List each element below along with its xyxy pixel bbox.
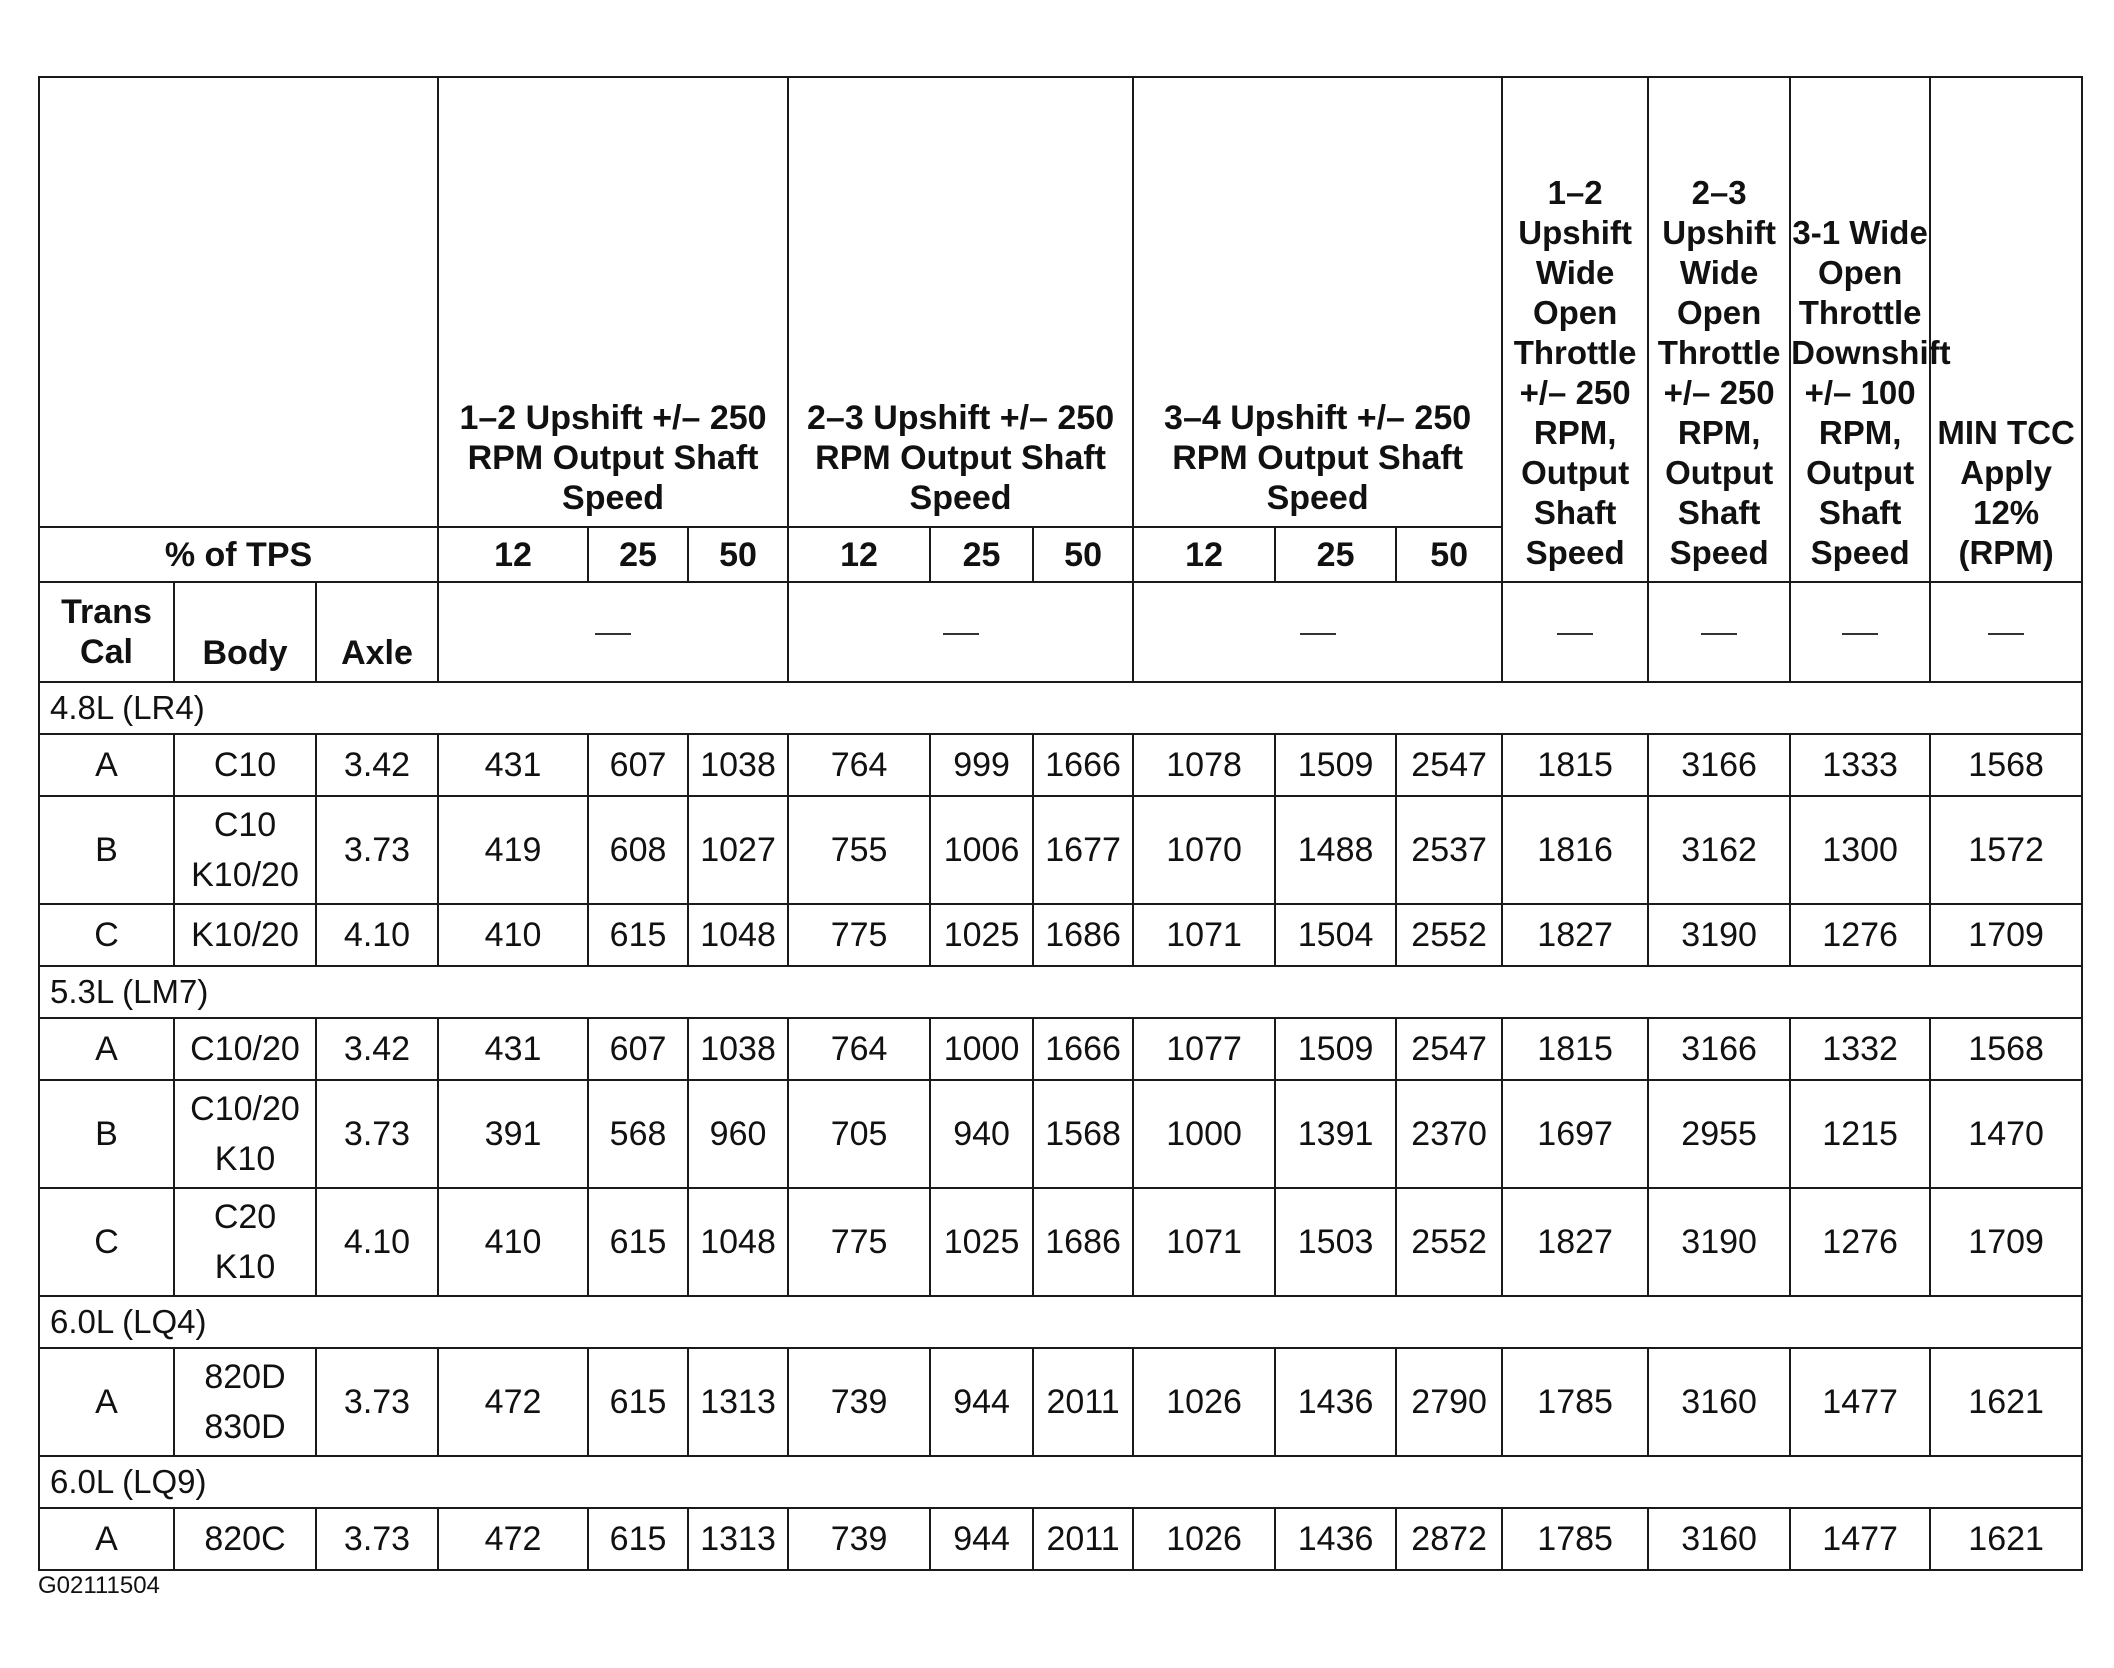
engine-section-row bbox=[39, 1456, 2082, 1508]
trans-cal-cell: C bbox=[39, 1188, 174, 1296]
dash-cell bbox=[438, 582, 788, 682]
speed-s34-cell: 1000 bbox=[1133, 1080, 1275, 1188]
speed-s12-cell: 608 bbox=[588, 796, 688, 904]
min-tcc-cell: 1709 bbox=[1930, 1188, 2082, 1296]
header-3-1-wot-downshift: 3-1 Wide Open Throttle Downshift +/– 100 RPM, Output Shaft Speed bbox=[1790, 77, 1930, 582]
header-2-3-upshift: 2–3 Upshift +/– 250 RPM Output Shaft Speed bbox=[788, 77, 1133, 527]
min-tcc-cell: 1572 bbox=[1930, 796, 2082, 904]
body-value: K10/20 bbox=[191, 856, 299, 894]
speed-s12-cell: 615 bbox=[588, 904, 688, 966]
speed-s12-cell: 1313 bbox=[688, 1508, 788, 1570]
speed-s23-cell: 1000 bbox=[930, 1018, 1033, 1080]
speed-s34-cell: 1391 bbox=[1275, 1080, 1396, 1188]
wot-3-1-cell: 1300 bbox=[1790, 796, 1930, 904]
tps-value: 50 bbox=[1396, 527, 1502, 582]
dash-cell bbox=[1930, 582, 2082, 682]
body-value: C10 bbox=[213, 746, 277, 784]
body-stack bbox=[175, 740, 315, 790]
dash-mark bbox=[1300, 633, 1336, 635]
speed-s12-cell: 1048 bbox=[688, 1188, 788, 1296]
trans-cal-cell: B bbox=[39, 796, 174, 904]
wot-3-1-cell: 1332 bbox=[1790, 1018, 1930, 1080]
speed-s23-cell: 944 bbox=[930, 1508, 1033, 1570]
wot-1-2-cell: 1815 bbox=[1502, 734, 1648, 796]
speed-s23-cell: 775 bbox=[788, 904, 930, 966]
wot-3-1-cell: 1477 bbox=[1790, 1348, 1930, 1456]
body-value: 820D bbox=[204, 1358, 286, 1396]
body-stack bbox=[175, 1352, 315, 1452]
axle-cell: 4.10 bbox=[316, 904, 438, 966]
axle-cell: 3.73 bbox=[316, 1508, 438, 1570]
trans-cal-cell: A bbox=[39, 1348, 174, 1456]
speed-s23-cell: 1686 bbox=[1033, 1188, 1133, 1296]
speed-s23-cell: 739 bbox=[788, 1508, 930, 1570]
dash-cell bbox=[1648, 582, 1790, 682]
speed-s34-cell: 2790 bbox=[1396, 1348, 1502, 1456]
speed-s23-cell: 764 bbox=[788, 734, 930, 796]
dash-cell bbox=[1133, 582, 1502, 682]
speed-s23-cell: 775 bbox=[788, 1188, 930, 1296]
body-stack bbox=[175, 1084, 315, 1184]
speed-s23-cell: 705 bbox=[788, 1080, 930, 1188]
speed-s23-cell: 764 bbox=[788, 1018, 930, 1080]
speed-s23-cell: 1006 bbox=[930, 796, 1033, 904]
speed-s34-cell: 1504 bbox=[1275, 904, 1396, 966]
engine-section-row bbox=[39, 682, 2082, 734]
min-tcc-cell: 1568 bbox=[1930, 734, 2082, 796]
body-cell bbox=[174, 1080, 316, 1188]
body-value: C20 bbox=[213, 1198, 277, 1236]
axle-cell: 3.73 bbox=[316, 1080, 438, 1188]
axle-header: Axle bbox=[316, 582, 438, 682]
speed-s12-cell: 472 bbox=[438, 1508, 588, 1570]
wot-3-1-cell: 1333 bbox=[1790, 734, 1930, 796]
speed-s23-cell: 1025 bbox=[930, 1188, 1033, 1296]
tps-value: 25 bbox=[930, 527, 1033, 582]
table-row bbox=[39, 1080, 2082, 1188]
speed-s12-cell: 472 bbox=[438, 1348, 588, 1456]
speed-s23-cell: 1666 bbox=[1033, 734, 1133, 796]
speed-s34-cell: 2552 bbox=[1396, 1188, 1502, 1296]
body-value: K10 bbox=[214, 1140, 276, 1178]
speed-s12-cell: 1313 bbox=[688, 1348, 788, 1456]
table-row bbox=[39, 734, 2082, 796]
tps-value: 25 bbox=[588, 527, 688, 582]
body-cell bbox=[174, 1188, 316, 1296]
speed-s12-cell: 607 bbox=[588, 1018, 688, 1080]
speed-s34-cell: 1488 bbox=[1275, 796, 1396, 904]
body-stack bbox=[175, 800, 315, 900]
table-row bbox=[39, 904, 2082, 966]
trans-cal-cell: A bbox=[39, 1018, 174, 1080]
body-value: 820C bbox=[204, 1520, 286, 1558]
wot-2-3-cell: 3166 bbox=[1648, 1018, 1790, 1080]
speed-s12-cell: 431 bbox=[438, 1018, 588, 1080]
speed-s34-cell: 1077 bbox=[1133, 1018, 1275, 1080]
speed-s12-cell: 615 bbox=[588, 1188, 688, 1296]
speed-s23-cell: 1677 bbox=[1033, 796, 1133, 904]
axle-cell: 3.42 bbox=[316, 1018, 438, 1080]
speed-s12-cell: 568 bbox=[588, 1080, 688, 1188]
speed-s23-cell: 2011 bbox=[1033, 1348, 1133, 1456]
table-row bbox=[39, 1018, 2082, 1080]
speed-s34-cell: 2547 bbox=[1396, 734, 1502, 796]
speed-s23-cell: 944 bbox=[930, 1348, 1033, 1456]
table-body bbox=[39, 77, 2082, 1570]
speed-s34-cell: 1509 bbox=[1275, 1018, 1396, 1080]
column-label-row bbox=[39, 582, 2082, 682]
speed-s34-cell: 1071 bbox=[1133, 1188, 1275, 1296]
wot-3-1-cell: 1276 bbox=[1790, 904, 1930, 966]
speed-s23-cell: 2011 bbox=[1033, 1508, 1133, 1570]
speed-s23-cell: 1025 bbox=[930, 904, 1033, 966]
trans-cal-cell: C bbox=[39, 904, 174, 966]
axle-cell: 4.10 bbox=[316, 1188, 438, 1296]
dash-cell bbox=[1790, 582, 1930, 682]
table-row bbox=[39, 1348, 2082, 1456]
speed-s34-cell: 1078 bbox=[1133, 734, 1275, 796]
speed-s12-cell: 615 bbox=[588, 1508, 688, 1570]
trans-cal-cell: A bbox=[39, 1508, 174, 1570]
trans-cal-cell: B bbox=[39, 1080, 174, 1188]
dash-mark bbox=[943, 633, 979, 635]
body-cell bbox=[174, 796, 316, 904]
wot-3-1-cell: 1276 bbox=[1790, 1188, 1930, 1296]
speed-s12-cell: 1048 bbox=[688, 904, 788, 966]
wot-1-2-cell: 1785 bbox=[1502, 1348, 1648, 1456]
body-header: Body bbox=[174, 582, 316, 682]
speed-s23-cell: 1666 bbox=[1033, 1018, 1133, 1080]
speed-s34-cell: 1509 bbox=[1275, 734, 1396, 796]
speed-s23-cell: 1686 bbox=[1033, 904, 1133, 966]
body-value: C10/20 bbox=[190, 1090, 300, 1128]
dash-cell bbox=[788, 582, 1133, 682]
speed-s34-cell: 1026 bbox=[1133, 1508, 1275, 1570]
speed-s34-cell: 1436 bbox=[1275, 1348, 1396, 1456]
speed-s23-cell: 755 bbox=[788, 796, 930, 904]
dash-mark bbox=[1557, 633, 1593, 635]
speed-s12-cell: 419 bbox=[438, 796, 588, 904]
wot-1-2-cell: 1827 bbox=[1502, 1188, 1648, 1296]
header-blank-cell bbox=[39, 77, 438, 527]
speed-s12-cell: 607 bbox=[588, 734, 688, 796]
tps-label: % of TPS bbox=[39, 527, 438, 582]
wot-1-2-cell: 1785 bbox=[1502, 1508, 1648, 1570]
wot-2-3-cell: 3190 bbox=[1648, 904, 1790, 966]
body-cell bbox=[174, 734, 316, 796]
dash-mark bbox=[595, 633, 631, 635]
speed-s12-cell: 1038 bbox=[688, 1018, 788, 1080]
min-tcc-cell: 1568 bbox=[1930, 1018, 2082, 1080]
tps-value: 12 bbox=[1133, 527, 1275, 582]
body-stack bbox=[175, 1514, 315, 1564]
speed-s34-cell: 2537 bbox=[1396, 796, 1502, 904]
speed-s12-cell: 960 bbox=[688, 1080, 788, 1188]
header-1-2-upshift: 1–2 Upshift +/– 250 RPM Output Shaft Speed bbox=[438, 77, 788, 527]
speed-s12-cell: 391 bbox=[438, 1080, 588, 1188]
wot-2-3-cell: 3162 bbox=[1648, 796, 1790, 904]
table-row bbox=[39, 1188, 2082, 1296]
tps-value: 50 bbox=[1033, 527, 1133, 582]
engine-label: 5.3L (LM7) bbox=[39, 966, 2082, 1018]
speed-s23-cell: 999 bbox=[930, 734, 1033, 796]
speed-s34-cell: 1071 bbox=[1133, 904, 1275, 966]
body-cell bbox=[174, 904, 316, 966]
dash-mark bbox=[1988, 633, 2024, 635]
wot-3-1-cell: 1477 bbox=[1790, 1508, 1930, 1570]
trans-cal-header: Trans Cal bbox=[39, 582, 174, 682]
speed-s12-cell: 1027 bbox=[688, 796, 788, 904]
speed-s12-cell: 410 bbox=[438, 904, 588, 966]
speed-s12-cell: 1038 bbox=[688, 734, 788, 796]
wot-2-3-cell: 2955 bbox=[1648, 1080, 1790, 1188]
body-value: C10 bbox=[213, 806, 277, 844]
body-cell bbox=[174, 1508, 316, 1570]
axle-cell: 3.73 bbox=[316, 1348, 438, 1456]
min-tcc-cell: 1621 bbox=[1930, 1348, 2082, 1456]
header-min-tcc-apply: MIN TCC Apply 12% (RPM) bbox=[1930, 77, 2082, 582]
engine-label: 6.0L (LQ9) bbox=[39, 1456, 2082, 1508]
engine-label: 4.8L (LR4) bbox=[39, 682, 2082, 734]
body-value: C10/20 bbox=[190, 1030, 300, 1068]
body-stack bbox=[175, 910, 315, 960]
engine-section-row bbox=[39, 1296, 2082, 1348]
header-row bbox=[39, 77, 2082, 527]
axle-cell: 3.42 bbox=[316, 734, 438, 796]
wot-2-3-cell: 3190 bbox=[1648, 1188, 1790, 1296]
speed-s34-cell: 2547 bbox=[1396, 1018, 1502, 1080]
body-cell bbox=[174, 1348, 316, 1456]
header-2-3-wot: 2–3 Upshift Wide Open Throttle +/– 250 RPM, Output Shaft Speed bbox=[1648, 77, 1790, 582]
body-value: 830D bbox=[204, 1408, 286, 1446]
speed-s34-cell: 1436 bbox=[1275, 1508, 1396, 1570]
header-1-2-wot: 1–2 Upshift Wide Open Throttle +/– 250 RPM, Output Shaft Speed bbox=[1502, 77, 1648, 582]
speed-s23-cell: 1568 bbox=[1033, 1080, 1133, 1188]
wot-2-3-cell: 3160 bbox=[1648, 1508, 1790, 1570]
speed-s34-cell: 2872 bbox=[1396, 1508, 1502, 1570]
dash-cell bbox=[1502, 582, 1648, 682]
tps-value: 25 bbox=[1275, 527, 1396, 582]
speed-s23-cell: 739 bbox=[788, 1348, 930, 1456]
figure-code: G02111504 bbox=[38, 1572, 160, 1599]
body-stack bbox=[175, 1024, 315, 1074]
body-stack bbox=[175, 1192, 315, 1292]
dash-mark bbox=[1701, 633, 1737, 635]
min-tcc-cell: 1470 bbox=[1930, 1080, 2082, 1188]
body-value: K10/20 bbox=[191, 916, 299, 954]
trans-cal-cell: A bbox=[39, 734, 174, 796]
body-value: K10 bbox=[214, 1248, 276, 1286]
speed-s34-cell: 1503 bbox=[1275, 1188, 1396, 1296]
speed-s23-cell: 940 bbox=[930, 1080, 1033, 1188]
engine-section-row bbox=[39, 966, 2082, 1018]
speed-s34-cell: 1070 bbox=[1133, 796, 1275, 904]
wot-2-3-cell: 3166 bbox=[1648, 734, 1790, 796]
speed-s12-cell: 410 bbox=[438, 1188, 588, 1296]
engine-label: 6.0L (LQ4) bbox=[39, 1296, 2082, 1348]
wot-1-2-cell: 1815 bbox=[1502, 1018, 1648, 1080]
tps-value: 50 bbox=[688, 527, 788, 582]
wot-3-1-cell: 1215 bbox=[1790, 1080, 1930, 1188]
table-row bbox=[39, 1508, 2082, 1570]
body-cell bbox=[174, 1018, 316, 1080]
tps-value: 12 bbox=[788, 527, 930, 582]
speed-s12-cell: 431 bbox=[438, 734, 588, 796]
speed-s34-cell: 2370 bbox=[1396, 1080, 1502, 1188]
speed-s12-cell: 615 bbox=[588, 1348, 688, 1456]
speed-s34-cell: 2552 bbox=[1396, 904, 1502, 966]
axle-cell: 3.73 bbox=[316, 796, 438, 904]
shift-speed-table bbox=[38, 76, 2083, 1571]
wot-1-2-cell: 1827 bbox=[1502, 904, 1648, 966]
table-row bbox=[39, 796, 2082, 904]
wot-1-2-cell: 1816 bbox=[1502, 796, 1648, 904]
speed-s34-cell: 1026 bbox=[1133, 1348, 1275, 1456]
tps-value: 12 bbox=[438, 527, 588, 582]
wot-1-2-cell: 1697 bbox=[1502, 1080, 1648, 1188]
wot-2-3-cell: 3160 bbox=[1648, 1348, 1790, 1456]
dash-mark bbox=[1842, 633, 1878, 635]
header-3-4-upshift: 3–4 Upshift +/– 250 RPM Output Shaft Speed bbox=[1133, 77, 1502, 527]
min-tcc-cell: 1709 bbox=[1930, 904, 2082, 966]
min-tcc-cell: 1621 bbox=[1930, 1508, 2082, 1570]
